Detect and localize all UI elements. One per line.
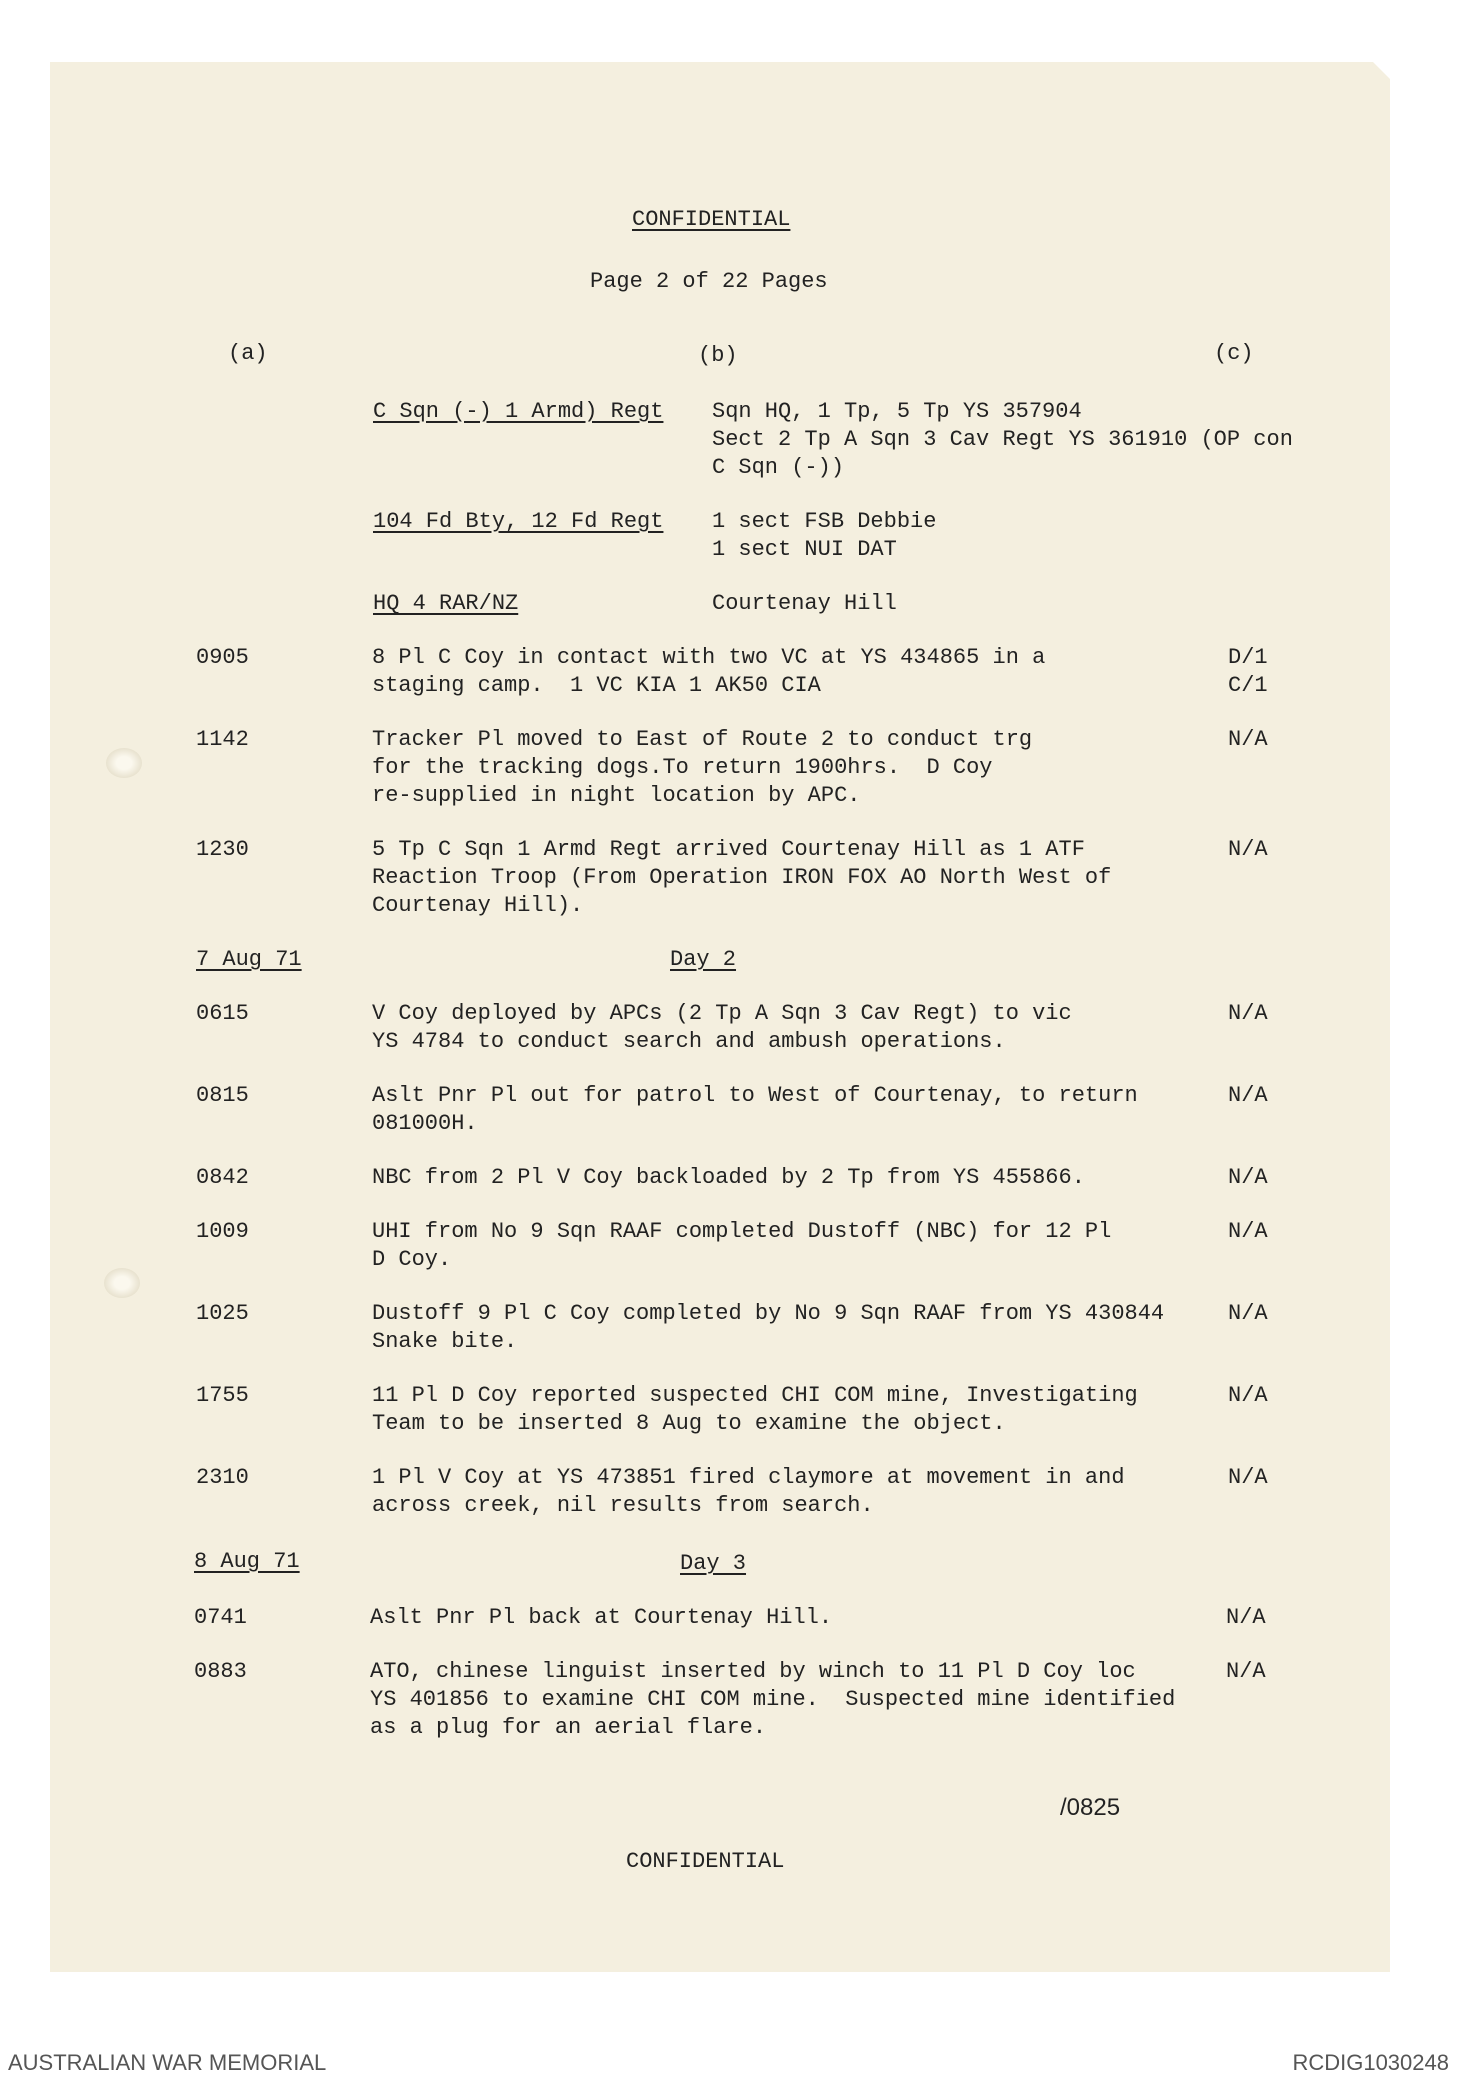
entry-time: 2310 [196, 1465, 249, 1490]
entry-text-line: Tracker Pl moved to East of Route 2 to conduct trg [372, 727, 1033, 752]
unit-detail-line: 1 sect NUI DAT [712, 537, 897, 562]
entry-text-line: as a plug for an aerial flare. [370, 1715, 767, 1740]
column-heading-b: (b) [698, 343, 738, 368]
footer-classification: CONFIDENTIAL [626, 1849, 785, 1874]
entry-reference: N/A [1228, 1465, 1268, 1490]
punch-hole-lower [104, 1268, 140, 1298]
entry-text-line: NBC from 2 Pl V Coy backloaded by 2 Tp from YS 455866. [372, 1165, 1085, 1190]
entry-text-line: YS 4784 to conduct search and ambush operations. [372, 1029, 1006, 1054]
entry-text-line: Aslt Pnr Pl out for patrol to West of Courtenay, to return [372, 1083, 1138, 1108]
entry-time: 1755 [196, 1383, 249, 1408]
punch-hole-upper [106, 748, 142, 778]
column-heading-c: (c) [1214, 341, 1254, 366]
entry-time: 1142 [196, 727, 249, 752]
entry-reference: N/A [1228, 1301, 1268, 1326]
unit-detail-line: Sect 2 Tp A Sqn 3 Cav Regt YS 361910 (OP con [712, 427, 1293, 452]
entry-reference: N/A [1228, 1001, 1268, 1026]
page-number-line: Page 2 of 22 Pages [590, 269, 828, 294]
entry-text-line: YS 401856 to examine CHI COM mine. Suspected mine identified [370, 1687, 1176, 1712]
entry-text-line: staging camp. 1 VC KIA 1 AK50 CIA [372, 673, 821, 698]
entry-text-line: D Coy. [372, 1247, 452, 1272]
archive-reference: RCDIG1030248 [1292, 2050, 1449, 2075]
entry-time: 0842 [196, 1165, 249, 1190]
entry-text-line: across creek, nil results from search. [372, 1493, 874, 1518]
day-title: Day 2 [670, 947, 737, 972]
entry-reference: N/A [1226, 1659, 1266, 1684]
unit-name: 104 Fd Bty, 12 Fd Regt [373, 509, 664, 534]
entry-reference: N/A [1228, 1083, 1268, 1108]
entry-text-line: re-supplied in night location by APC. [372, 783, 861, 808]
continuation-marker: /0825 [1060, 1794, 1121, 1821]
entry-text-line: 1 Pl V Coy at YS 473851 fired claymore at movement in and [372, 1465, 1125, 1490]
entry-reference: C/1 [1228, 673, 1268, 698]
entry-text-line: 081000H. [372, 1111, 478, 1136]
entry-text-line: 5 Tp C Sqn 1 Armd Regt arrived Courtenay Hill as 1 ATF [372, 837, 1085, 862]
unit-detail-line: Sqn HQ, 1 Tp, 5 Tp YS 357904 [712, 399, 1082, 424]
entry-text-line: V Coy deployed by APCs (2 Tp A Sqn 3 Cav Regt) to vic [372, 1001, 1072, 1026]
entry-text-line: Dustoff 9 Pl C Coy completed by No 9 Sqn RAAF from YS 430844 [372, 1301, 1165, 1326]
entry-time: 0905 [196, 645, 249, 670]
archive-label: AUSTRALIAN WAR MEMORIAL [8, 2050, 327, 2075]
entry-time: 0741 [194, 1605, 247, 1630]
day-date: 7 Aug 71 [196, 947, 302, 972]
entry-time: 0615 [196, 1001, 249, 1026]
entry-text-line: 11 Pl D Coy reported suspected CHI COM mine, Investigating [372, 1383, 1138, 1408]
unit-detail-line: Courtenay Hill [712, 591, 897, 616]
entry-text-line: Snake bite. [372, 1329, 518, 1354]
day-date: 8 Aug 71 [194, 1549, 300, 1574]
entry-reference: N/A [1228, 1219, 1268, 1244]
entry-reference: N/A [1228, 727, 1268, 752]
entry-text-line: Team to be inserted 8 Aug to examine the object. [372, 1411, 1006, 1436]
entry-reference: N/A [1228, 837, 1268, 862]
unit-name: HQ 4 RAR/NZ [373, 591, 519, 616]
unit-detail-line: 1 sect FSB Debbie [712, 509, 937, 534]
header-classification: CONFIDENTIAL [632, 207, 791, 232]
entry-time: 1025 [196, 1301, 249, 1326]
entry-time: 1230 [196, 837, 249, 862]
entry-text-line: Courtenay Hill). [372, 893, 584, 918]
entry-time: 0883 [194, 1659, 247, 1684]
entry-time: 1009 [196, 1219, 249, 1244]
unit-detail-line: C Sqn (-)) [712, 455, 845, 480]
entry-time: 0815 [196, 1083, 249, 1108]
entry-text-line: ATO, chinese linguist inserted by winch to 11 Pl D Coy loc [370, 1659, 1136, 1684]
entry-text-line: Reaction Troop (From Operation IRON FOX AO North West of [372, 865, 1112, 890]
entry-text-line: 8 Pl C Coy in contact with two VC at YS 434865 in a [372, 645, 1046, 670]
entry-text-line: UHI from No 9 Sqn RAAF completed Dustoff (NBC) for 12 Pl [372, 1219, 1112, 1244]
unit-name: C Sqn (-) 1 Armd) Regt [373, 399, 664, 424]
entry-reference: N/A [1228, 1165, 1268, 1190]
entry-reference: N/A [1228, 1383, 1268, 1408]
entry-text-line: for the tracking dogs.To return 1900hrs. D Coy [372, 755, 993, 780]
column-heading-a: (a) [228, 341, 268, 366]
page-corner-fold [1373, 62, 1401, 90]
day-title: Day 3 [680, 1551, 747, 1576]
entry-text-line: Aslt Pnr Pl back at Courtenay Hill. [370, 1605, 833, 1630]
entry-reference: N/A [1226, 1605, 1266, 1630]
entry-reference: D/1 [1228, 645, 1268, 670]
